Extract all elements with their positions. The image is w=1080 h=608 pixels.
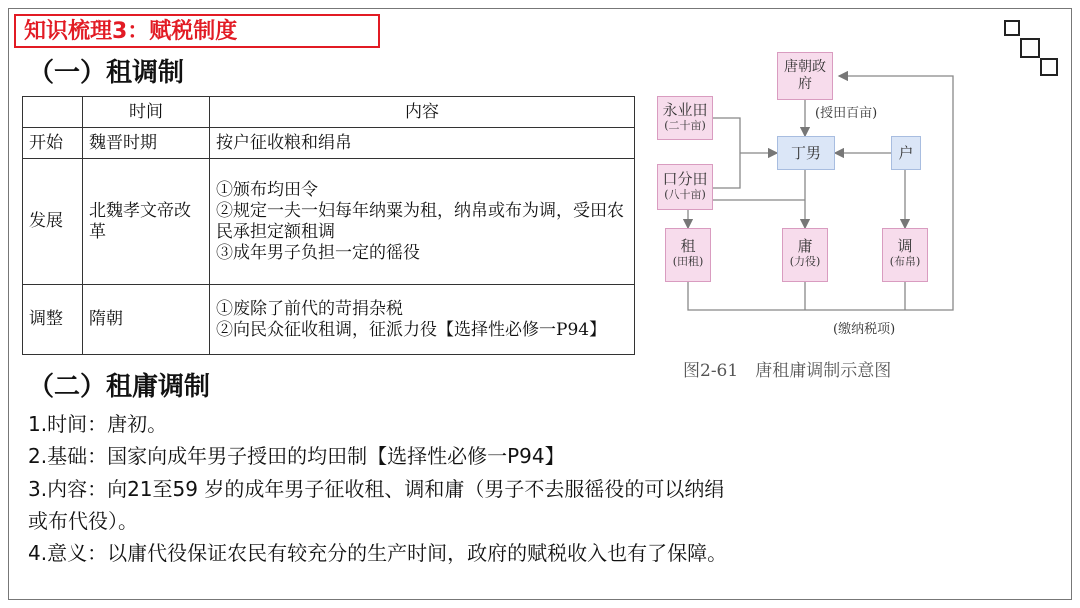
content-line: ③成年男子负担一定的徭役 — [216, 242, 420, 263]
content-line: ②向民众征收租调，征派力役【选择性必修一P94】 — [216, 319, 607, 340]
node-diao — [882, 228, 928, 282]
zuyongdiao-diagram — [655, 40, 970, 390]
node-sublabel: (布帛) — [889, 255, 921, 268]
label-grant-land: (授田百亩) — [815, 106, 878, 121]
node-label: 永业田 — [662, 101, 708, 119]
node-label: 户 — [898, 144, 914, 162]
node-sublabel: (八十亩) — [664, 188, 706, 201]
node-sublabel: (力役) — [789, 255, 821, 268]
list-item: 1.时间：唐初。 — [28, 412, 168, 436]
corner-square-decoration — [1040, 58, 1058, 76]
diagram-caption: 图2-61 唐租庸调制示意图 — [683, 361, 892, 381]
table-cell-stage: 开始 — [23, 128, 83, 159]
section-heading-zuyongdiao: （二）租庸调制 — [28, 372, 211, 402]
table-header-time: 时间 — [83, 97, 210, 128]
content-line: ②规定一夫一妇每年纳粟为租，纳帛或布为调，受田农民承担定额租调 — [216, 200, 624, 242]
table-row — [23, 285, 635, 355]
list-item: 4.意义：以庸代役保证农民有较充分的生产时间，政府的赋税收入也有了保障。 — [28, 541, 728, 565]
title-box — [14, 14, 380, 48]
node-label: 丁男 — [790, 144, 821, 162]
content-line: ①颁布均田令 — [216, 179, 318, 200]
node-yong — [782, 228, 828, 282]
table-header-content: 内容 — [210, 97, 635, 128]
table-cell-content — [210, 285, 635, 355]
table-header-blank — [23, 97, 83, 128]
content-line: ①废除了前代的苛捐杂税 — [216, 298, 403, 319]
table-cell-content — [210, 128, 635, 159]
node-koufen-field — [657, 164, 713, 210]
node-label: 唐朝政府 — [784, 59, 826, 92]
table-header-row — [23, 97, 635, 128]
table-cell-stage: 发展 — [23, 159, 83, 285]
node-label: 口分田 — [662, 170, 708, 188]
table-cell-time: 北魏孝文帝改革 — [83, 159, 210, 285]
node-household — [891, 136, 921, 170]
label-pay-taxes: (缴纳税项) — [833, 322, 896, 337]
section-heading-zudiao: （一）租调制 — [28, 58, 185, 88]
node-sublabel: (田租) — [672, 255, 704, 268]
list-item: 或布代役）。 — [28, 509, 138, 533]
list-item: 3.内容：向21至59 岁的成年男子征收租、调和庸（男子不去服徭役的可以纳绢 — [28, 477, 725, 501]
node-label: 庸 — [797, 237, 813, 255]
table-row — [23, 128, 635, 159]
content-line: 按户征收粮和绢帛 — [216, 132, 352, 153]
node-sublabel: (二十亩) — [664, 119, 706, 132]
node-tang-government — [777, 52, 833, 100]
node-label: 租 — [680, 237, 696, 255]
table-cell-stage: 调整 — [23, 285, 83, 355]
table-cell-time: 魏晋时期 — [83, 128, 210, 159]
corner-square-decoration — [1004, 20, 1020, 36]
table-cell-time: 隋朝 — [83, 285, 210, 355]
table-cell-content — [210, 159, 635, 285]
page-title: 知识梳理3：赋税制度 — [24, 19, 238, 44]
corner-square-decoration — [1020, 38, 1040, 58]
node-yongye-field — [657, 96, 713, 140]
list-item: 2.基础：国家向成年男子授田的均田制【选择性必修一P94】 — [28, 444, 565, 468]
table-row — [23, 159, 635, 285]
zudiao-table — [22, 96, 635, 355]
node-label: 调 — [897, 237, 913, 255]
node-dingnan — [777, 136, 835, 170]
node-zu — [665, 228, 711, 282]
